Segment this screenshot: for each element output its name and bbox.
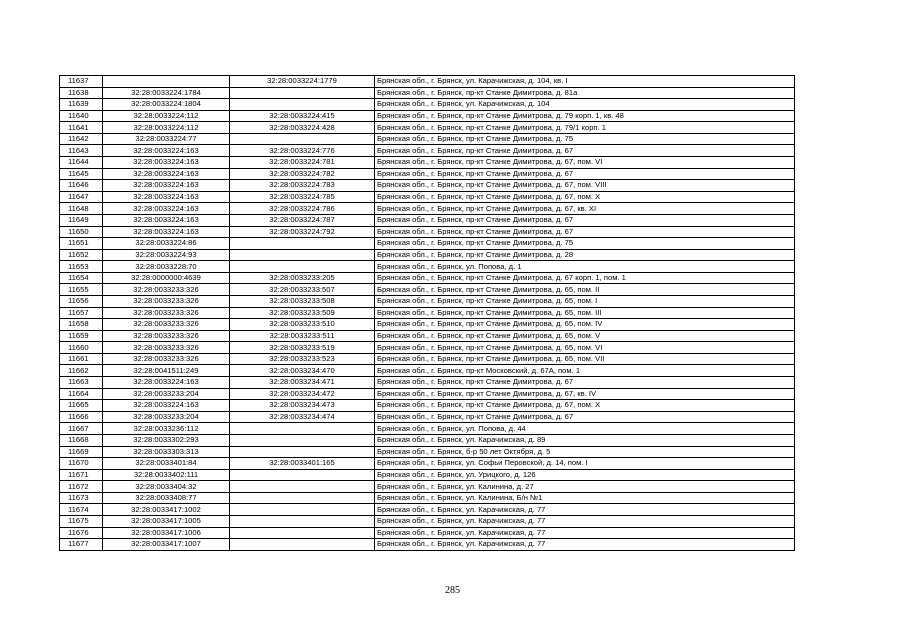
address-cell: Брянская обл., г. Брянск, пр-кт Станке Димитрова, д. 67 корп. 1, пом. 1 <box>375 272 795 284</box>
row-number-cell: 11677 <box>60 539 103 551</box>
address-cell: Брянская обл., г. Брянск, пр-кт Станке Димитрова, д. 67, пом. X <box>375 191 795 203</box>
table-row <box>60 261 795 273</box>
address-cell: Брянская обл., г. Брянск, ул. Карачижская, д. 77 <box>375 504 795 516</box>
parcel-cadastral-number-cell: 32:28:0033224:163 <box>103 203 230 215</box>
address-cell: Брянская обл., г. Брянск, пр-кт Станке Димитрова, д. 65, пом. III <box>375 307 795 319</box>
table-row <box>60 515 795 527</box>
row-number-cell: 11660 <box>60 342 103 354</box>
row-number-cell: 11667 <box>60 423 103 435</box>
object-cadastral-number-cell <box>230 481 375 493</box>
address-cell: Брянская обл., г. Брянск, пр-кт Станке Димитрова, д. 65, пом. V <box>375 330 795 342</box>
address-cell: Брянская обл., г. Брянск, пр-кт Станке Димитрова, д. 67, пом. VI <box>375 157 795 169</box>
object-cadastral-number-cell: 32:28:0033224:787 <box>230 214 375 226</box>
row-number-cell: 11659 <box>60 330 103 342</box>
row-number-cell: 11658 <box>60 319 103 331</box>
parcel-cadastral-number-cell: 32:28:0033224:163 <box>103 377 230 389</box>
row-number-cell: 11646 <box>60 180 103 192</box>
parcel-cadastral-number-cell: 32:28:0033417:1002 <box>103 504 230 516</box>
parcel-cadastral-number-cell: 32:28:0033401:84 <box>103 458 230 470</box>
parcel-cadastral-number-cell: 32:28:0033233:326 <box>103 353 230 365</box>
object-cadastral-number-cell: 32:28:0033224:786 <box>230 203 375 215</box>
row-number-cell: 11642 <box>60 133 103 145</box>
object-cadastral-number-cell: 32:28:0033224:415 <box>230 110 375 122</box>
object-cadastral-number-cell: 32:28:0033224:782 <box>230 168 375 180</box>
table-row <box>60 504 795 516</box>
table-row <box>60 527 795 539</box>
address-cell: Брянская обл., г. Брянск, пр-кт Станке Димитрова, д. 67, пом. X <box>375 400 795 412</box>
object-cadastral-number-cell <box>230 423 375 435</box>
row-number-cell: 11669 <box>60 446 103 458</box>
object-cadastral-number-cell: 32:28:0033224:781 <box>230 157 375 169</box>
address-cell: Брянская обл., г. Брянск, пр-кт Станке Димитрова, д. 65, пом. VI <box>375 342 795 354</box>
address-cell: Брянская обл., г. Брянск, пр-кт Станке Димитрова, д. 67, кв. XI <box>375 203 795 215</box>
row-number-cell: 11638 <box>60 87 103 99</box>
object-cadastral-number-cell <box>230 469 375 481</box>
parcel-cadastral-number-cell: 32:28:0033233:204 <box>103 411 230 423</box>
table-row <box>60 295 795 307</box>
parcel-cadastral-number-cell: 32:28:0033303:313 <box>103 446 230 458</box>
object-cadastral-number-cell: 32:28:0033224:428 <box>230 122 375 134</box>
address-cell: Брянская обл., г. Брянск, пр-кт Станке Димитрова, д. 81а <box>375 87 795 99</box>
table-row <box>60 76 795 88</box>
row-number-cell: 11651 <box>60 238 103 250</box>
parcel-cadastral-number-cell: 32:28:0033224:163 <box>103 168 230 180</box>
address-cell: Брянская обл., г. Брянск, пр-кт Станке Димитрова, д. 67 <box>375 145 795 157</box>
table-row <box>60 469 795 481</box>
row-number-cell: 11655 <box>60 284 103 296</box>
table-row <box>60 168 795 180</box>
object-cadastral-number-cell: 32:28:0033224:792 <box>230 226 375 238</box>
address-cell: Брянская обл., г. Брянск, пр-кт Станке Димитрова, д. 67 <box>375 168 795 180</box>
object-cadastral-number-cell: 32:28:0033401:165 <box>230 458 375 470</box>
object-cadastral-number-cell: 32:28:0033233:508 <box>230 295 375 307</box>
address-cell: Брянская обл., г. Брянск, пр-кт Станке Димитрова, д. 67, кв. IV <box>375 388 795 400</box>
parcel-cadastral-number-cell: 32:28:0033224:163 <box>103 191 230 203</box>
parcel-cadastral-number-cell: 32:28:0033233:204 <box>103 388 230 400</box>
table-row <box>60 238 795 250</box>
table-row <box>60 307 795 319</box>
table-row <box>60 388 795 400</box>
object-cadastral-number-cell <box>230 249 375 261</box>
address-cell: Брянская обл., г. Брянск, ул. Карачижская, д. 77 <box>375 539 795 551</box>
table-row <box>60 226 795 238</box>
parcel-cadastral-number-cell: 32:28:0033402:111 <box>103 469 230 481</box>
cadastral-register-table <box>59 75 795 551</box>
object-cadastral-number-cell: 32:28:0033234:473 <box>230 400 375 412</box>
object-cadastral-number-cell <box>230 87 375 99</box>
row-number-cell: 11654 <box>60 272 103 284</box>
address-cell: Брянская обл., г. Брянск, ул. Карачижская, д. 77 <box>375 527 795 539</box>
table-row <box>60 157 795 169</box>
parcel-cadastral-number-cell: 32:28:0033224:163 <box>103 226 230 238</box>
parcel-cadastral-number-cell: 32:28:0033233:326 <box>103 284 230 296</box>
table-row <box>60 122 795 134</box>
table-row <box>60 539 795 551</box>
address-cell: Брянская обл., г. Брянск, пр-кт Московский, д. 67А, пом. 1 <box>375 365 795 377</box>
row-number-cell: 11648 <box>60 203 103 215</box>
parcel-cadastral-number-cell: 32:28:0033302:293 <box>103 434 230 446</box>
row-number-cell: 11664 <box>60 388 103 400</box>
address-cell: Брянская обл., г. Брянск, пр-кт Станке Димитрова, д. 75 <box>375 238 795 250</box>
table-row <box>60 214 795 226</box>
object-cadastral-number-cell: 32:28:0033234:472 <box>230 388 375 400</box>
object-cadastral-number-cell <box>230 527 375 539</box>
object-cadastral-number-cell <box>230 446 375 458</box>
address-cell: Брянская обл., г. Брянск, ул. Калинина, д. 27 <box>375 481 795 493</box>
row-number-cell: 11675 <box>60 515 103 527</box>
address-cell: Брянская обл., г. Брянск, пр-кт Станке Димитрова, д. 65, пом. VII <box>375 353 795 365</box>
row-number-cell: 11639 <box>60 99 103 111</box>
table-row <box>60 458 795 470</box>
table-row <box>60 133 795 145</box>
address-cell: Брянская обл., г. Брянск, б-р 50 лет Октября, д. 5 <box>375 446 795 458</box>
object-cadastral-number-cell <box>230 261 375 273</box>
parcel-cadastral-number-cell: 32:28:0033224:86 <box>103 238 230 250</box>
table-row <box>60 145 795 157</box>
table-row <box>60 423 795 435</box>
table-row <box>60 353 795 365</box>
address-cell: Брянская обл., г. Брянск, пр-кт Станке Димитрова, д. 65, пом. II <box>375 284 795 296</box>
parcel-cadastral-number-cell: 32:28:0033224:163 <box>103 157 230 169</box>
table-row <box>60 377 795 389</box>
object-cadastral-number-cell <box>230 99 375 111</box>
table-row <box>60 446 795 458</box>
parcel-cadastral-number-cell: 32:28:0033236:112 <box>103 423 230 435</box>
table-row <box>60 272 795 284</box>
parcel-cadastral-number-cell: 32:28:0033224:112 <box>103 110 230 122</box>
table-row <box>60 110 795 122</box>
table-row <box>60 191 795 203</box>
row-number-cell: 11653 <box>60 261 103 273</box>
object-cadastral-number-cell <box>230 539 375 551</box>
row-number-cell: 11637 <box>60 76 103 88</box>
object-cadastral-number-cell: 32:28:0033233:519 <box>230 342 375 354</box>
parcel-cadastral-number-cell: 32:28:0033233:326 <box>103 342 230 354</box>
row-number-cell: 11668 <box>60 434 103 446</box>
row-number-cell: 11671 <box>60 469 103 481</box>
parcel-cadastral-number-cell: 32:28:0033224:163 <box>103 400 230 412</box>
row-number-cell: 11666 <box>60 411 103 423</box>
row-number-cell: 11672 <box>60 481 103 493</box>
table-row <box>60 319 795 331</box>
object-cadastral-number-cell: 32:28:0033233:510 <box>230 319 375 331</box>
table-row <box>60 481 795 493</box>
row-number-cell: 11662 <box>60 365 103 377</box>
address-cell: Брянская обл., г. Брянск, пр-кт Станке Димитрова, д. 28 <box>375 249 795 261</box>
address-cell: Брянская обл., г. Брянск, пр-кт Станке Димитрова, д. 67 <box>375 377 795 389</box>
object-cadastral-number-cell <box>230 492 375 504</box>
row-number-cell: 11645 <box>60 168 103 180</box>
address-cell: Брянская обл., г. Брянск, пр-кт Станке Димитрова, д. 79/1 корп. 1 <box>375 122 795 134</box>
table-row <box>60 434 795 446</box>
row-number-cell: 11644 <box>60 157 103 169</box>
object-cadastral-number-cell <box>230 515 375 527</box>
row-number-cell: 11652 <box>60 249 103 261</box>
parcel-cadastral-number-cell: 32:28:0033224:1804 <box>103 99 230 111</box>
row-number-cell: 11673 <box>60 492 103 504</box>
table-row <box>60 411 795 423</box>
parcel-cadastral-number-cell: 32:28:0041511:249 <box>103 365 230 377</box>
table-row <box>60 365 795 377</box>
row-number-cell: 11674 <box>60 504 103 516</box>
parcel-cadastral-number-cell: 32:28:0033233:326 <box>103 307 230 319</box>
parcel-cadastral-number-cell: 32:28:0033233:326 <box>103 319 230 331</box>
parcel-cadastral-number-cell: 32:28:0033233:326 <box>103 295 230 307</box>
address-cell: Брянская обл., г. Брянск, пр-кт Станке Димитрова, д. 67 <box>375 214 795 226</box>
address-cell: Брянская обл., г. Брянск, пр-кт Станке Димитрова, д. 67, пом. VIII <box>375 180 795 192</box>
address-cell: Брянская обл., г. Брянск, ул. Попова, д. 1 <box>375 261 795 273</box>
address-cell: Брянская обл., г. Брянск, пр-кт Станке Димитрова, д. 67 <box>375 226 795 238</box>
address-cell: Брянская обл., г. Брянск, ул. Карачижская, д. 104, кв. I <box>375 76 795 88</box>
parcel-cadastral-number-cell: 32:28:0033233:326 <box>103 330 230 342</box>
address-cell: Брянская обл., г. Брянск, ул. Карачижская, д. 77 <box>375 515 795 527</box>
row-number-cell: 11641 <box>60 122 103 134</box>
table-row <box>60 492 795 504</box>
row-number-cell: 11650 <box>60 226 103 238</box>
address-cell: Брянская обл., г. Брянск, ул. Калинина, Б/н №1 <box>375 492 795 504</box>
address-cell: Брянская обл., г. Брянск, пр-кт Станке Димитрова, д. 67 <box>375 411 795 423</box>
address-cell: Брянская обл., г. Брянск, ул. Попова, д. 44 <box>375 423 795 435</box>
object-cadastral-number-cell <box>230 504 375 516</box>
object-cadastral-number-cell: 32:28:0033233:511 <box>230 330 375 342</box>
object-cadastral-number-cell: 32:28:0033234:470 <box>230 365 375 377</box>
table-row <box>60 330 795 342</box>
object-cadastral-number-cell: 32:28:0033224:783 <box>230 180 375 192</box>
parcel-cadastral-number-cell: 32:28:0033408:77 <box>103 492 230 504</box>
address-cell: Брянская обл., г. Брянск, пр-кт Станке Димитрова, д. 79 корп. 1, кв. 48 <box>375 110 795 122</box>
row-number-cell: 11647 <box>60 191 103 203</box>
object-cadastral-number-cell <box>230 133 375 145</box>
parcel-cadastral-number-cell: 32:28:0033228:70 <box>103 261 230 273</box>
object-cadastral-number-cell: 32:28:0033224:776 <box>230 145 375 157</box>
page-number: 285 <box>445 585 460 596</box>
address-cell: Брянская обл., г. Брянск, пр-кт Станке Димитрова, д. 75 <box>375 133 795 145</box>
object-cadastral-number-cell <box>230 238 375 250</box>
parcel-cadastral-number-cell: 32:28:0000000:4639 <box>103 272 230 284</box>
table-row <box>60 342 795 354</box>
register-table-body <box>60 76 795 551</box>
table-row <box>60 180 795 192</box>
row-number-cell: 11657 <box>60 307 103 319</box>
row-number-cell: 11640 <box>60 110 103 122</box>
table-row <box>60 249 795 261</box>
row-number-cell: 11665 <box>60 400 103 412</box>
address-cell: Брянская обл., г. Брянск, пр-кт Станке Димитрова, д. 65, пом. IV <box>375 319 795 331</box>
parcel-cadastral-number-cell: 32:28:0033224:163 <box>103 145 230 157</box>
table-row <box>60 99 795 111</box>
row-number-cell: 11676 <box>60 527 103 539</box>
parcel-cadastral-number-cell: 32:28:0033417:1005 <box>103 515 230 527</box>
parcel-cadastral-number-cell: 32:28:0033224:77 <box>103 133 230 145</box>
parcel-cadastral-number-cell: 32:28:0033224:163 <box>103 214 230 226</box>
parcel-cadastral-number-cell: 32:28:0033417:1007 <box>103 539 230 551</box>
object-cadastral-number-cell: 32:28:0033233:509 <box>230 307 375 319</box>
row-number-cell: 11663 <box>60 377 103 389</box>
address-cell: Брянская обл., г. Брянск, ул. Софьи Перовской, д. 14, пом. I <box>375 458 795 470</box>
object-cadastral-number-cell <box>230 434 375 446</box>
object-cadastral-number-cell: 32:28:0033224:785 <box>230 191 375 203</box>
table-row <box>60 203 795 215</box>
row-number-cell: 11643 <box>60 145 103 157</box>
table-row <box>60 87 795 99</box>
parcel-cadastral-number-cell: 32:28:0033404:32 <box>103 481 230 493</box>
address-cell: Брянская обл., г. Брянск, ул. Урицкого, д. 126 <box>375 469 795 481</box>
object-cadastral-number-cell: 32:28:0033233:523 <box>230 353 375 365</box>
address-cell: Брянская обл., г. Брянск, пр-кт Станке Димитрова, д. 65, пом. I <box>375 295 795 307</box>
address-cell: Брянская обл., г. Брянск, ул. Карачижская, д. 104 <box>375 99 795 111</box>
parcel-cadastral-number-cell: 32:28:0033417:1006 <box>103 527 230 539</box>
parcel-cadastral-number-cell: 32:28:0033224:93 <box>103 249 230 261</box>
object-cadastral-number-cell: 32:28:0033233:205 <box>230 272 375 284</box>
parcel-cadastral-number-cell: 32:28:0033224:1784 <box>103 87 230 99</box>
parcel-cadastral-number-cell <box>103 76 230 88</box>
parcel-cadastral-number-cell: 32:28:0033224:112 <box>103 122 230 134</box>
parcel-cadastral-number-cell: 32:28:0033224:163 <box>103 180 230 192</box>
object-cadastral-number-cell: 32:28:0033234:474 <box>230 411 375 423</box>
table-row <box>60 284 795 296</box>
row-number-cell: 11649 <box>60 214 103 226</box>
table-row <box>60 400 795 412</box>
row-number-cell: 11661 <box>60 353 103 365</box>
row-number-cell: 11670 <box>60 458 103 470</box>
object-cadastral-number-cell: 32:28:0033224:1779 <box>230 76 375 88</box>
address-cell: Брянская обл., г. Брянск, ул. Карачижская, д. 89 <box>375 434 795 446</box>
object-cadastral-number-cell: 32:28:0033234:471 <box>230 377 375 389</box>
object-cadastral-number-cell: 32:28:0033233:507 <box>230 284 375 296</box>
row-number-cell: 11656 <box>60 295 103 307</box>
